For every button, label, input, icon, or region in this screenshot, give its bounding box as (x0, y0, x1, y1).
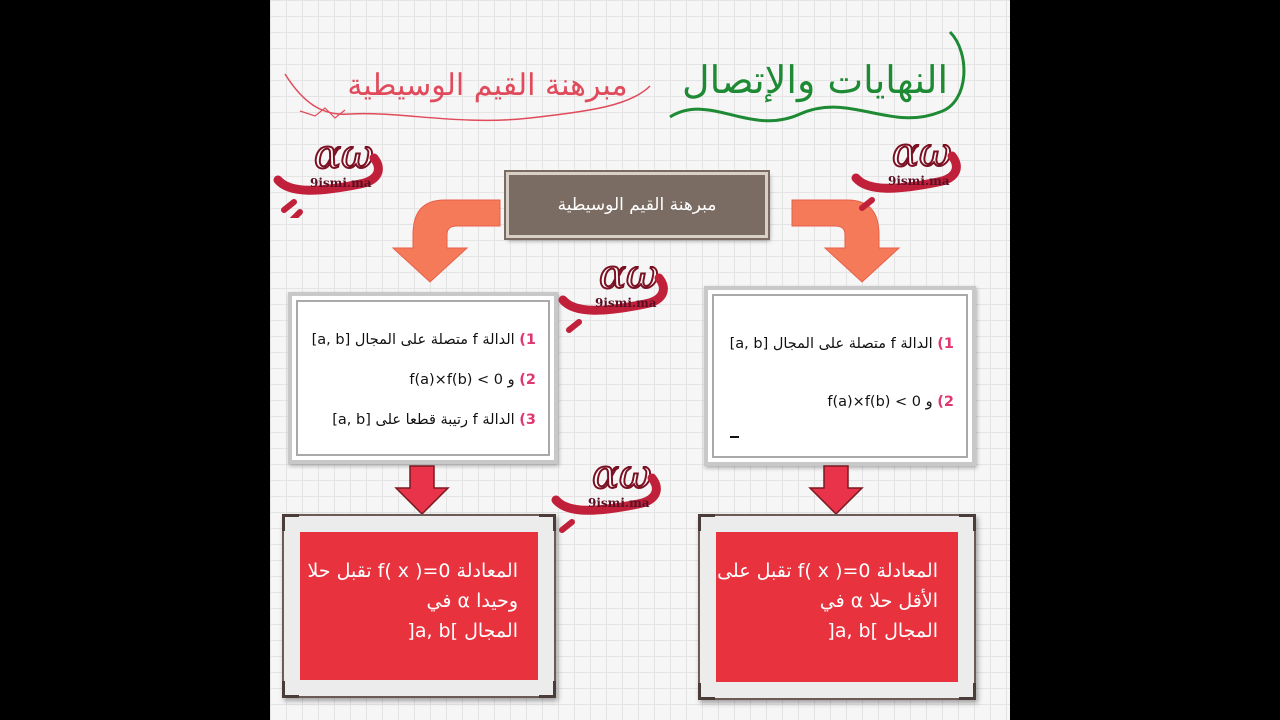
svg-text:αω: αω (592, 452, 652, 498)
sub-title-underline (280, 66, 660, 136)
sub-title: مبرهنة القيم الوسيطية (347, 68, 628, 103)
arrow-down-right-icon (806, 464, 866, 516)
left-result-box (282, 514, 556, 698)
dash-mark (730, 436, 739, 438)
right-condition-1: 1) الدالة f متصلة على المجال [a, b] (729, 336, 954, 352)
right-condition-2: 2) و f(a)×f(b) < 0 (827, 394, 954, 410)
svg-text:αω: αω (314, 132, 374, 178)
theorem-label: مبرهنة القيم الوسيطية (557, 195, 717, 215)
main-title-underline (650, 22, 980, 132)
right-result-line-2: الأقل حلا α في (819, 590, 938, 612)
right-result-box (698, 514, 976, 700)
right-conditions-box (704, 286, 976, 466)
left-result-line-1: المعادلة f( x )=0 تقبل حلا (307, 560, 518, 582)
right-result-line-1: المعادلة f( x )=0 تقبل على (717, 560, 938, 582)
watermark-logo-3: αω 9ismi.ma (555, 248, 670, 338)
left-result-line-2: وحيدا α في (426, 590, 518, 612)
svg-text:αω: αω (892, 130, 952, 176)
left-result-line-3: المجال ]a, b[ (407, 620, 518, 642)
left-condition-1: 1) الدالة f متصلة على المجال [a, b] (311, 332, 536, 348)
watermark-logo-2: αω 9ismi.ma (848, 126, 963, 216)
right-result-panel (716, 532, 958, 682)
left-conditions-box (288, 292, 558, 464)
left-result-panel (300, 532, 538, 680)
arrow-down-left-icon (392, 464, 452, 516)
right-result-line-3: المجال ]a, b[ (827, 620, 938, 642)
watermark-logo-1: αω 9ismi.ma (270, 128, 385, 218)
arrow-left-icon (385, 190, 505, 290)
main-title: النهايات والإتصال (682, 58, 948, 102)
watermark-logo-4: αω 9ismi.ma (548, 448, 663, 538)
svg-text:αω: αω (599, 252, 659, 298)
left-condition-3: 3) الدالة f رتيبة قطعا على [a, b] (332, 412, 536, 428)
left-condition-2: 2) و f(a)×f(b) < 0 (409, 372, 536, 388)
diagram-canvas (270, 0, 1010, 720)
theorem-label-box (506, 172, 768, 238)
